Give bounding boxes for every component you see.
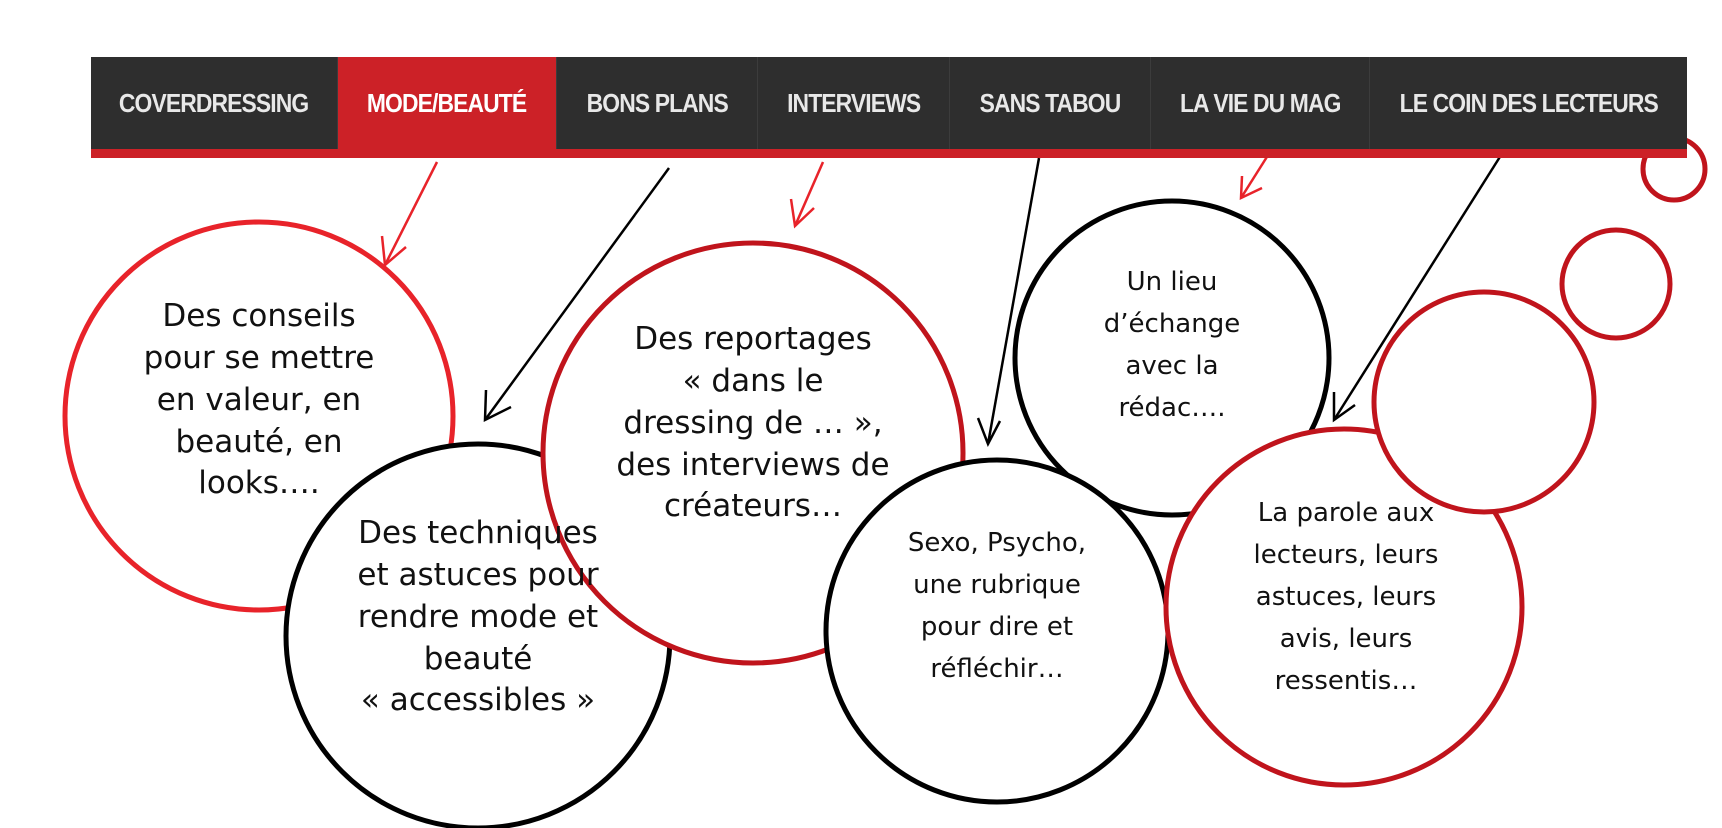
decor-circle-medium <box>1374 292 1594 512</box>
nav-label: MODE/BEAUTÉ <box>367 87 527 118</box>
bubble-line: en valeur, en <box>156 381 362 418</box>
nav-item-mode-beaute[interactable] <box>338 57 557 149</box>
nav-label: LE COIN DES LECTEURS <box>1399 87 1658 118</box>
bubble-line: Des conseils <box>162 298 356 334</box>
bubble-line: lecteurs, leurs <box>1253 540 1439 571</box>
arrow-mode-beaute <box>382 162 437 265</box>
bubble-line: une rubrique <box>913 570 1081 601</box>
bubble-line: avis, leurs <box>1279 624 1413 655</box>
nav-item-interviews[interactable] <box>758 57 950 149</box>
bubble-line: pour dire et <box>920 612 1074 643</box>
bubble-line: rendre mode et <box>357 598 599 635</box>
bubble-line: beauté, en <box>175 423 343 460</box>
bubble-interviews-text <box>605 319 901 528</box>
bubble-line: « accessibles » <box>360 682 596 719</box>
bubble-vie-du-mag-text <box>1072 261 1272 429</box>
decor-circle-small <box>1562 230 1670 338</box>
bubble-mode-beaute-text <box>129 296 389 505</box>
bubble-line: « dans le <box>682 362 824 399</box>
bubble-line: astuces, leurs <box>1255 582 1437 613</box>
nav-label: BONS PLANS <box>586 87 728 118</box>
bubble-line: beauté <box>423 640 533 677</box>
arrow-vie-du-mag <box>1241 152 1270 198</box>
bubble-line: La parole aux <box>1257 498 1435 528</box>
bubble-line: pour se mettre <box>143 339 375 376</box>
arrow-interviews <box>791 162 823 226</box>
bubble-bons-plans-text <box>338 513 618 722</box>
nav-item-le-coin-des-lecteurs[interactable] <box>1370 57 1687 149</box>
nav-item-sans-tabou[interactable] <box>950 57 1151 149</box>
main-nav-bar <box>91 57 1687 158</box>
bubble-line: d’échange <box>1103 309 1241 340</box>
bubble-line: et astuces pour <box>357 556 599 593</box>
nav-item-bons-plans[interactable] <box>557 57 758 149</box>
bubble-line: Des techniques <box>358 515 598 551</box>
nav-label: LA VIE DU MAG <box>1179 87 1341 118</box>
bubble-line: réfléchir… <box>930 654 1064 685</box>
nav-label: INTERVIEWS <box>786 87 921 118</box>
bubble-line: dressing de … », <box>623 404 883 441</box>
bubble-line: avec la <box>1125 351 1219 382</box>
nav-label: SANS TABOU <box>979 87 1121 118</box>
bubble-line: ressentis… <box>1274 666 1418 697</box>
nav-item-coverdressing[interactable] <box>91 57 338 149</box>
nav-label: COVERDRESSING <box>119 87 309 118</box>
bubble-line: des interviews de <box>616 446 890 483</box>
bubble-line: Des reportages <box>634 321 872 357</box>
nav-item-la-vie-du-mag[interactable] <box>1151 57 1370 149</box>
bubble-line: rédac…. <box>1118 393 1226 424</box>
bubble-sans-tabou-text <box>877 522 1117 690</box>
bubble-line: looks…. <box>198 465 320 502</box>
bubble-coin-lecteurs-text <box>1224 492 1468 703</box>
bubble-line: Sexo, Psycho, <box>907 528 1087 558</box>
bubble-line: Un lieu <box>1126 267 1218 297</box>
bubble-line: créateurs… <box>664 488 842 525</box>
